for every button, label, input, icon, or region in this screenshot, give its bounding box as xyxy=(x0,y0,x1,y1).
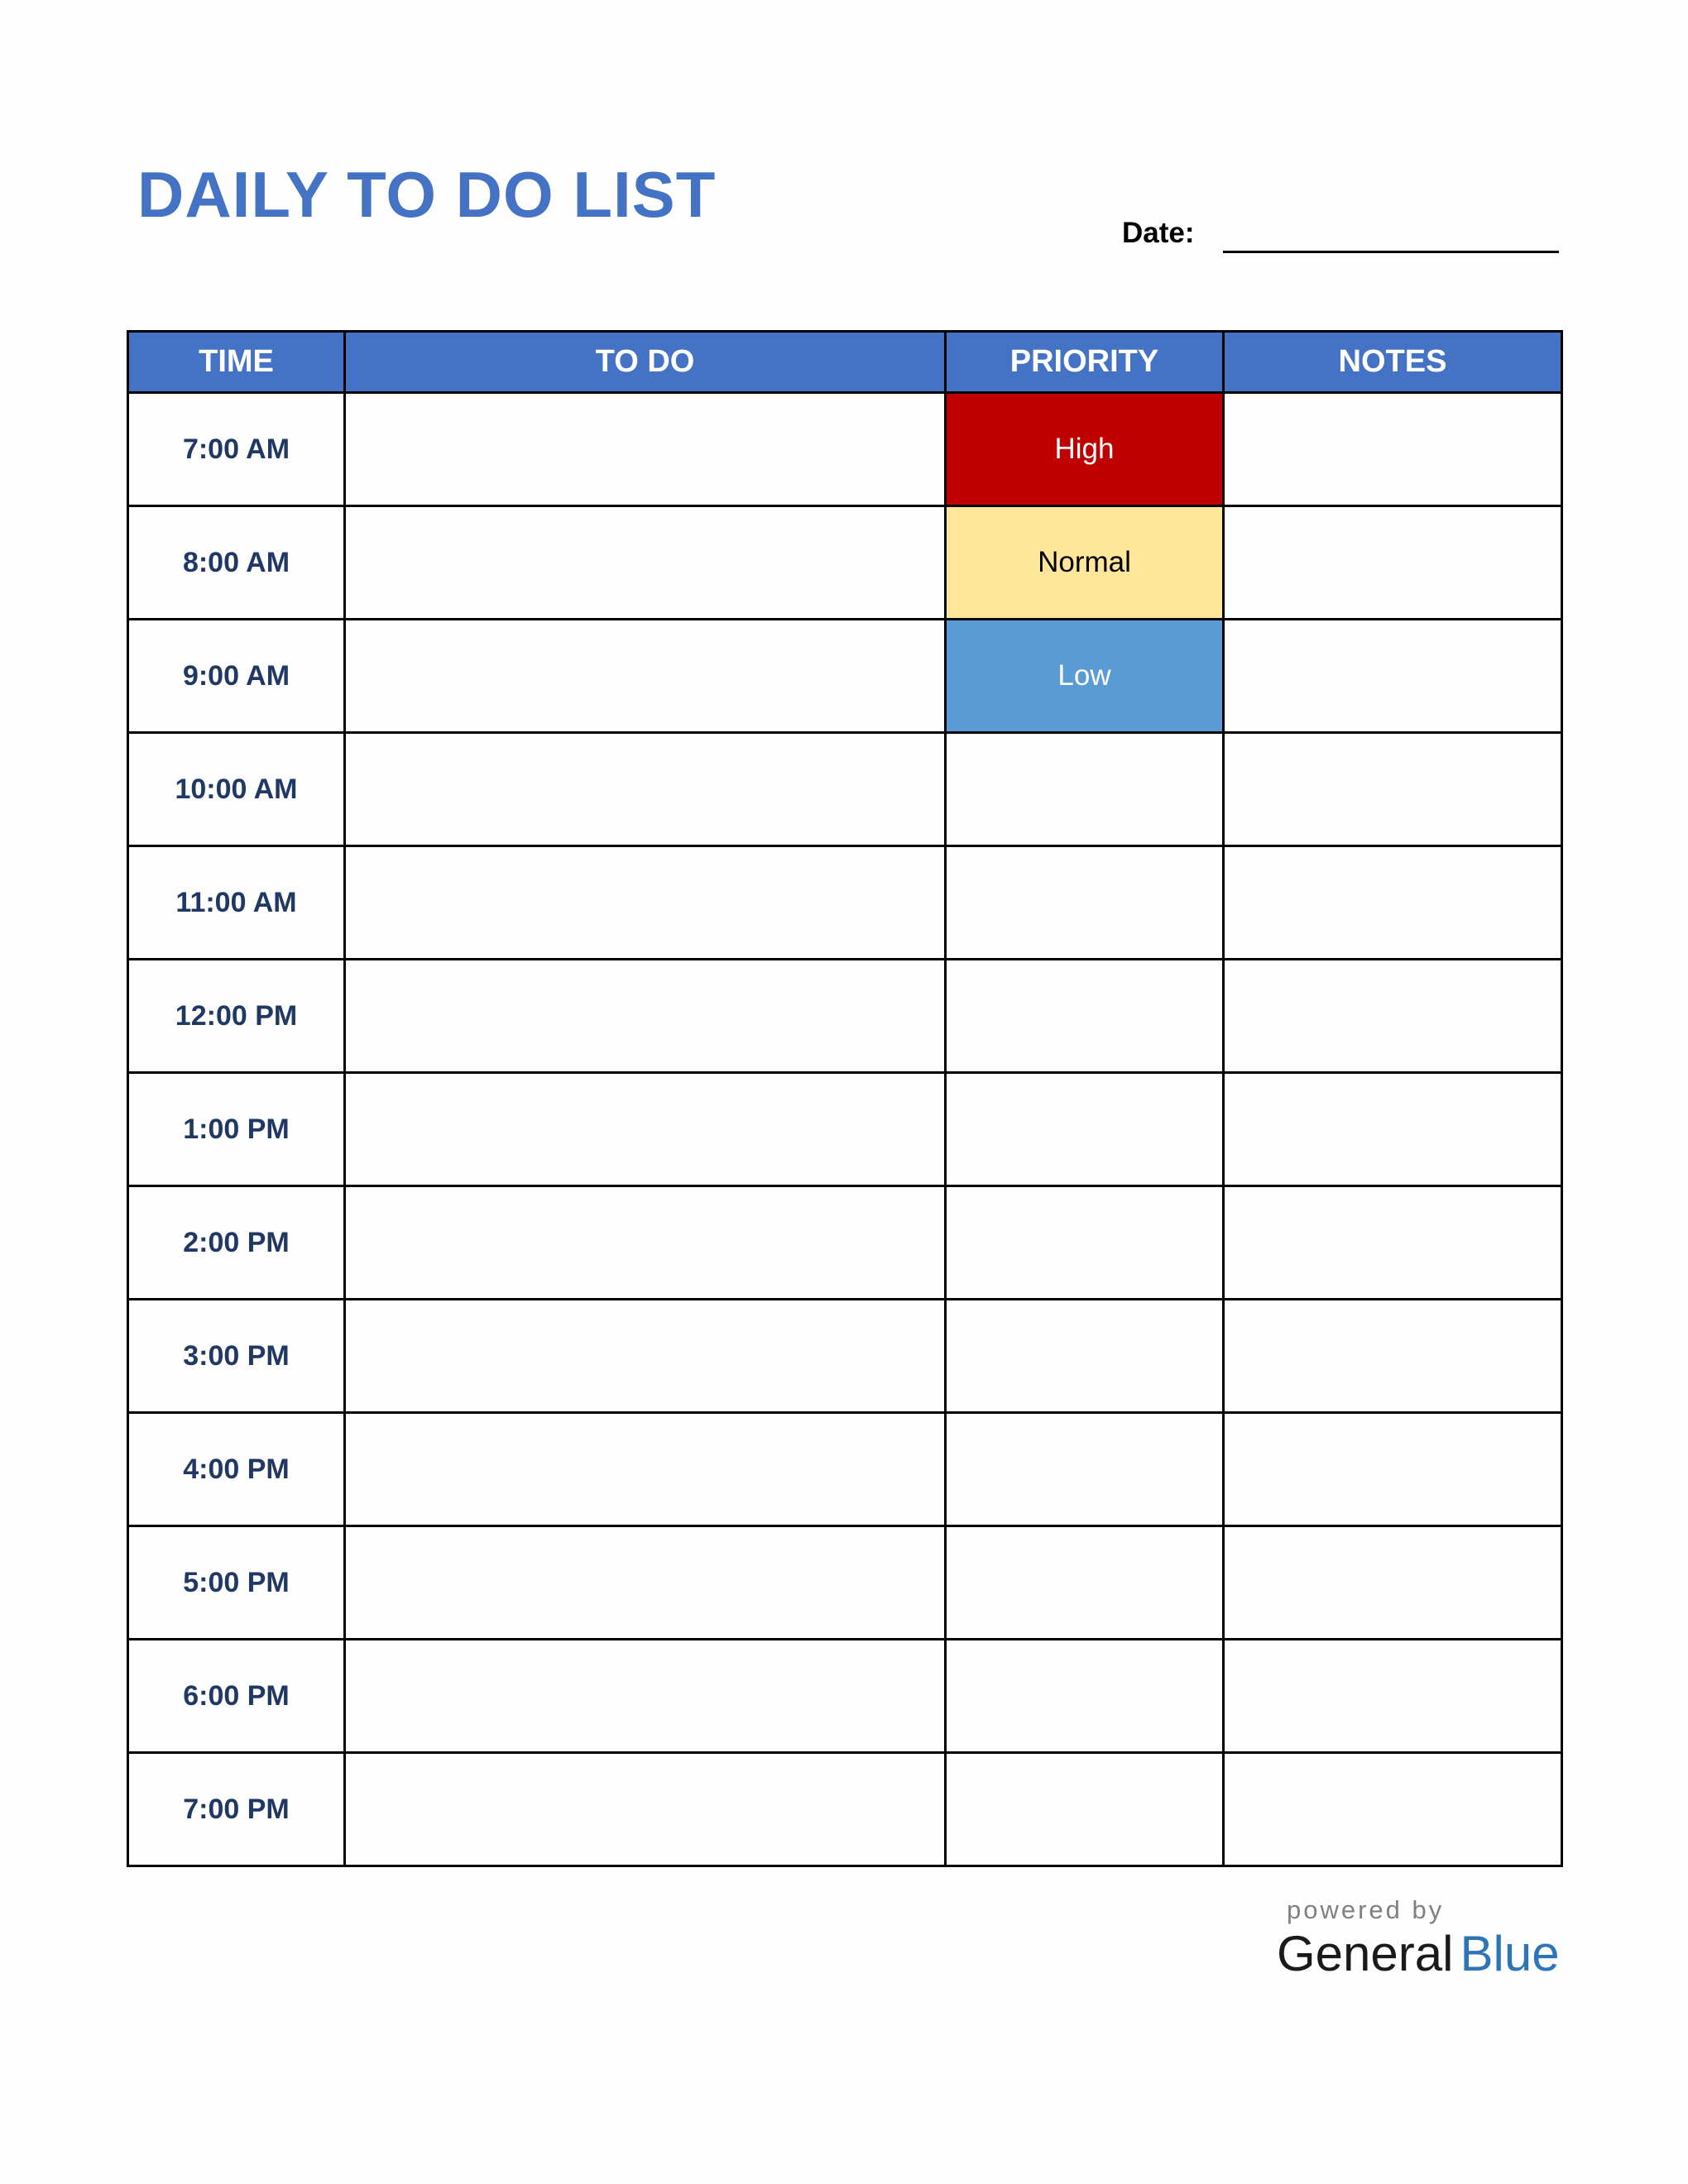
time-cell: 10:00 AM xyxy=(128,733,345,846)
time-cell: 7:00 PM xyxy=(128,1753,345,1866)
todo-cell[interactable] xyxy=(345,1753,946,1866)
table-row xyxy=(128,846,1562,960)
table-row xyxy=(128,1413,1562,1526)
todo-cell[interactable] xyxy=(345,620,946,733)
column-header-notes: NOTES xyxy=(1224,332,1562,393)
todo-cell[interactable] xyxy=(345,506,946,620)
todo-cell[interactable] xyxy=(345,733,946,846)
priority-cell[interactable] xyxy=(946,733,1224,846)
priority-cell[interactable] xyxy=(946,1526,1224,1640)
priority-cell[interactable] xyxy=(946,1186,1224,1300)
table-row xyxy=(128,1640,1562,1753)
priority-cell[interactable] xyxy=(946,846,1224,960)
notes-cell[interactable] xyxy=(1224,960,1562,1073)
table-row xyxy=(128,393,1562,506)
page-title: DAILY TO DO LIST xyxy=(137,158,717,231)
time-cell: 11:00 AM xyxy=(128,846,345,960)
notes-cell[interactable] xyxy=(1224,1413,1562,1526)
notes-cell[interactable] xyxy=(1224,1300,1562,1413)
table-row xyxy=(128,1526,1562,1640)
time-cell: 5:00 PM xyxy=(128,1526,345,1640)
table-row xyxy=(128,960,1562,1073)
time-cell: 9:00 AM xyxy=(128,620,345,733)
todo-cell[interactable] xyxy=(345,393,946,506)
table-header-row xyxy=(128,332,1562,393)
priority-cell[interactable] xyxy=(946,1300,1224,1413)
notes-cell[interactable] xyxy=(1224,506,1562,620)
brand-logo xyxy=(1277,1926,1560,1981)
notes-cell[interactable] xyxy=(1224,393,1562,506)
powered-by-text: powered by xyxy=(1287,1895,1445,1924)
column-header-time: TIME xyxy=(128,332,345,393)
time-cell: 12:00 PM xyxy=(128,960,345,1073)
table-body xyxy=(128,393,1562,1866)
brand-name-blue: Blue xyxy=(1460,1926,1560,1981)
priority-cell[interactable]: Normal xyxy=(946,506,1224,620)
time-cell: 3:00 PM xyxy=(128,1300,345,1413)
priority-cell[interactable]: High xyxy=(946,393,1224,506)
time-cell: 7:00 AM xyxy=(128,393,345,506)
todo-cell[interactable] xyxy=(345,1300,946,1413)
date-field-line[interactable] xyxy=(1223,251,1559,253)
todo-cell[interactable] xyxy=(345,846,946,960)
table-row xyxy=(128,1073,1562,1186)
todo-cell[interactable] xyxy=(345,960,946,1073)
time-cell: 4:00 PM xyxy=(128,1413,345,1526)
notes-cell[interactable] xyxy=(1224,620,1562,733)
priority-cell[interactable] xyxy=(946,1413,1224,1526)
priority-cell[interactable] xyxy=(946,1073,1224,1186)
brand-name-general: General xyxy=(1277,1926,1454,1981)
table-row xyxy=(128,1186,1562,1300)
todo-cell[interactable] xyxy=(345,1640,946,1753)
todo-cell[interactable] xyxy=(345,1186,946,1300)
priority-cell[interactable] xyxy=(946,1640,1224,1753)
priority-cell[interactable] xyxy=(946,960,1224,1073)
notes-cell[interactable] xyxy=(1224,1073,1562,1186)
notes-cell[interactable] xyxy=(1224,1186,1562,1300)
table-row xyxy=(128,620,1562,733)
column-header-priority: PRIORITY xyxy=(946,332,1224,393)
todo-cell[interactable] xyxy=(345,1526,946,1640)
todo-cell[interactable] xyxy=(345,1413,946,1526)
time-cell: 8:00 AM xyxy=(128,506,345,620)
todo-table xyxy=(127,330,1563,1867)
time-cell: 1:00 PM xyxy=(128,1073,345,1186)
time-cell: 6:00 PM xyxy=(128,1640,345,1753)
column-header-todo: TO DO xyxy=(345,332,946,393)
notes-cell[interactable] xyxy=(1224,1753,1562,1866)
table-row xyxy=(128,506,1562,620)
date-label: Date: xyxy=(1122,217,1195,249)
time-cell: 2:00 PM xyxy=(128,1186,345,1300)
todo-cell[interactable] xyxy=(345,1073,946,1186)
notes-cell[interactable] xyxy=(1224,1640,1562,1753)
priority-cell[interactable] xyxy=(946,1753,1224,1866)
table-row xyxy=(128,1300,1562,1413)
table-row xyxy=(128,1753,1562,1866)
notes-cell[interactable] xyxy=(1224,846,1562,960)
notes-cell[interactable] xyxy=(1224,733,1562,846)
priority-cell[interactable]: Low xyxy=(946,620,1224,733)
notes-cell[interactable] xyxy=(1224,1526,1562,1640)
table-row xyxy=(128,733,1562,846)
